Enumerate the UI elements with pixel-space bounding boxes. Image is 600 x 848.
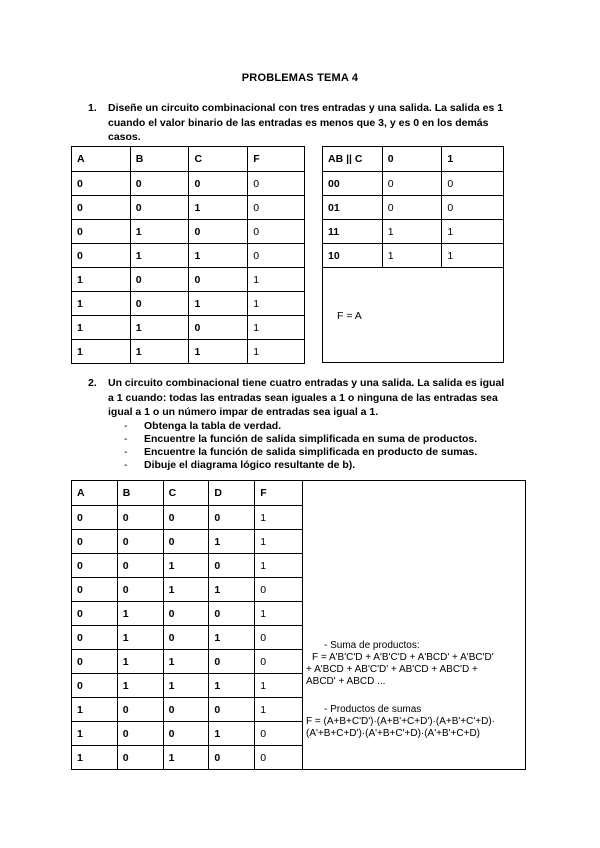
cell: 1 — [442, 220, 504, 244]
cell: 0 — [72, 244, 131, 268]
cell: 1 — [72, 340, 131, 364]
problem2-line: igual a 1 o un número impar de entradas sea igual a 1. — [108, 406, 379, 418]
header-cell: 0 — [382, 147, 442, 172]
problem2-line: a 1 cuando: todas las entradas sean iguales a 1 o ninguna de las entradas sea — [108, 391, 498, 404]
cell: 0 — [209, 650, 255, 674]
cell: 0 — [255, 746, 303, 770]
cell: 0 — [209, 554, 255, 578]
cell: 0 — [117, 554, 163, 578]
cell: 1 — [72, 746, 118, 770]
cell: 0 — [189, 268, 248, 292]
sop-line: F = A'B'C'D + A'B'C'D + A'BCD' + A'BC'D' — [312, 652, 494, 663]
cell: 1 — [189, 340, 248, 364]
table-row — [323, 172, 504, 196]
list-item — [124, 420, 544, 433]
cell: 01 — [323, 196, 383, 220]
header-cell: C — [189, 147, 248, 172]
table-row — [323, 220, 504, 244]
cell: 0 — [163, 626, 209, 650]
cell: 0 — [130, 292, 189, 316]
problem1-line: Diseñe un circuito combinacional con tres entradas y una salida. La salida es 1 — [108, 102, 504, 114]
cell: 1 — [248, 268, 305, 292]
cell: 0 — [72, 626, 118, 650]
task-text: Dibuje el diagrama lógico resultante de b). — [144, 459, 356, 471]
problem2-sop — [306, 640, 526, 688]
cell: 0 — [117, 578, 163, 602]
cell: 1 — [189, 244, 248, 268]
problem2-line: Un circuito combinacional tiene cuatro entradas y una salida. La salida es igual — [108, 377, 505, 389]
table-row — [72, 172, 305, 196]
cell: 1 — [255, 602, 303, 626]
cell: 0 — [163, 698, 209, 722]
cell: 0 — [382, 196, 442, 220]
table-row — [72, 554, 303, 578]
table-row — [72, 316, 305, 340]
header-cell: A — [72, 481, 118, 506]
cell: 0 — [382, 172, 442, 196]
cell: 1 — [382, 244, 442, 268]
cell: 0 — [255, 650, 303, 674]
table-row — [323, 196, 504, 220]
task-text: Encuentre la función de salida simplificada en suma de productos. — [144, 433, 478, 445]
cell: 0 — [209, 698, 255, 722]
sop-line: + A'BCD + AB'C'D' + AB'CD + ABC'D + — [306, 664, 478, 675]
cell: 0 — [117, 530, 163, 554]
cell: 1 — [382, 220, 442, 244]
pos-heading: - Productos de sumas — [324, 704, 422, 715]
bullet: - — [124, 459, 128, 471]
cell: 1 — [130, 244, 189, 268]
table-row — [72, 602, 303, 626]
header-cell: C — [163, 481, 209, 506]
pos-line: F = (A+B+C'D')·(A+B'+C+D')·(A+B'+C'+D)· — [306, 716, 495, 727]
list-item — [124, 433, 544, 446]
cell: 00 — [323, 172, 383, 196]
cell: 1 — [248, 316, 305, 340]
cell: 1 — [255, 674, 303, 698]
cell: 0 — [72, 602, 118, 626]
cell: 0 — [72, 674, 118, 698]
cell: 0 — [117, 698, 163, 722]
header-cell: B — [130, 147, 189, 172]
cell: 1 — [117, 674, 163, 698]
header-cell: AB || C — [323, 147, 383, 172]
problem1-truth-table — [71, 146, 305, 364]
table-row — [72, 268, 305, 292]
cell: 0 — [163, 602, 209, 626]
cell: 1 — [117, 602, 163, 626]
cell: 0 — [130, 172, 189, 196]
cell: 0 — [255, 578, 303, 602]
cell: 1 — [163, 578, 209, 602]
cell: 0 — [248, 220, 305, 244]
cell: 1 — [248, 292, 305, 316]
table-row — [72, 722, 303, 746]
table-row — [72, 244, 305, 268]
cell: 0 — [117, 746, 163, 770]
cell: 1 — [130, 316, 189, 340]
cell: 0 — [117, 722, 163, 746]
table-row — [72, 530, 303, 554]
cell: 1 — [255, 554, 303, 578]
cell: 1 — [209, 722, 255, 746]
table-header-row — [323, 147, 504, 172]
table-row — [72, 196, 305, 220]
list-item — [124, 459, 544, 472]
cell: 1 — [209, 674, 255, 698]
table-header-row — [72, 481, 303, 506]
cell: 0 — [209, 602, 255, 626]
problem2-statement — [88, 376, 538, 420]
cell: 0 — [209, 506, 255, 530]
problem1-kmap — [322, 146, 504, 268]
table-row — [72, 506, 303, 530]
cell: 0 — [248, 172, 305, 196]
task-text: Encuentre la función de salida simplificada en producto de sumas. — [144, 446, 478, 458]
problem1-number: 1. — [88, 102, 97, 114]
cell: 0 — [189, 220, 248, 244]
cell: 0 — [248, 244, 305, 268]
cell: 1 — [255, 698, 303, 722]
cell: 1 — [255, 530, 303, 554]
problem2-pos — [306, 704, 526, 740]
table-row — [72, 746, 303, 770]
cell: 1 — [163, 674, 209, 698]
header-cell: A — [72, 147, 131, 172]
cell: 0 — [189, 172, 248, 196]
problem2-truth-table — [71, 480, 303, 770]
cell: 0 — [163, 722, 209, 746]
cell: 0 — [72, 554, 118, 578]
problem1-line: casos. — [108, 131, 141, 143]
table-row — [72, 220, 305, 244]
cell: 0 — [72, 220, 131, 244]
problem1-statement — [88, 101, 538, 145]
cell: 1 — [130, 340, 189, 364]
pos-line: (A'+B+C+D')·(A'+B+C'+D)·(A'+B'+C+D) — [306, 728, 481, 739]
table-row — [72, 674, 303, 698]
table-row — [323, 244, 504, 268]
bullet: - — [124, 420, 128, 432]
cell: 1 — [163, 746, 209, 770]
cell: 0 — [72, 530, 118, 554]
cell: 0 — [442, 196, 504, 220]
cell: 1 — [72, 292, 131, 316]
table-row — [72, 698, 303, 722]
cell: 11 — [323, 220, 383, 244]
cell: 0 — [255, 626, 303, 650]
table-row — [72, 578, 303, 602]
cell: 0 — [72, 196, 131, 220]
table-row — [72, 292, 305, 316]
cell: 0 — [189, 316, 248, 340]
cell: 0 — [72, 506, 118, 530]
cell: 1 — [163, 650, 209, 674]
cell: 1 — [117, 626, 163, 650]
problem1-result-box — [322, 267, 504, 363]
cell: 0 — [72, 172, 131, 196]
list-item — [124, 446, 544, 459]
table-row — [72, 626, 303, 650]
cell: 0 — [163, 530, 209, 554]
cell: 0 — [163, 506, 209, 530]
cell: 1 — [255, 506, 303, 530]
cell: 1 — [442, 244, 504, 268]
cell: 0 — [117, 506, 163, 530]
header-cell: D — [209, 481, 255, 506]
cell: 1 — [209, 530, 255, 554]
cell: 1 — [72, 698, 118, 722]
header-cell: F — [255, 481, 303, 506]
cell: 1 — [248, 340, 305, 364]
sop-line: ABCD' + ABCD ... — [306, 676, 386, 687]
table-row — [72, 650, 303, 674]
cell: 1 — [209, 626, 255, 650]
cell: 1 — [72, 722, 118, 746]
cell: 1 — [72, 268, 131, 292]
header-cell: F — [248, 147, 305, 172]
cell: 1 — [209, 578, 255, 602]
cell: 1 — [189, 292, 248, 316]
header-cell: 1 — [442, 147, 504, 172]
page-title: PROBLEMAS TEMA 4 — [241, 72, 359, 84]
cell: 0 — [209, 746, 255, 770]
cell: 0 — [72, 650, 118, 674]
table-header-row — [72, 147, 305, 172]
cell: 1 — [72, 316, 131, 340]
problem1-line: cuando el valor binario de las entradas es menos que 3, y es 0 en los demás — [108, 116, 489, 129]
table-row — [72, 340, 305, 364]
problem2-number: 2. — [88, 377, 97, 389]
cell: 1 — [163, 554, 209, 578]
cell: 0 — [255, 722, 303, 746]
problem1-result: F = A — [337, 310, 362, 322]
cell: 0 — [130, 196, 189, 220]
cell: 0 — [130, 268, 189, 292]
sop-heading: - Suma de productos: — [324, 640, 420, 651]
task-text: Obtenga la tabla de verdad. — [144, 420, 282, 432]
cell: 10 — [323, 244, 383, 268]
header-cell: B — [117, 481, 163, 506]
cell: 1 — [117, 650, 163, 674]
cell: 0 — [442, 172, 504, 196]
problem2-task-list — [124, 420, 544, 472]
cell: 0 — [248, 196, 305, 220]
cell: 1 — [189, 196, 248, 220]
bullet: - — [124, 433, 128, 445]
bullet: - — [124, 446, 128, 458]
cell: 0 — [72, 578, 118, 602]
cell: 1 — [130, 220, 189, 244]
